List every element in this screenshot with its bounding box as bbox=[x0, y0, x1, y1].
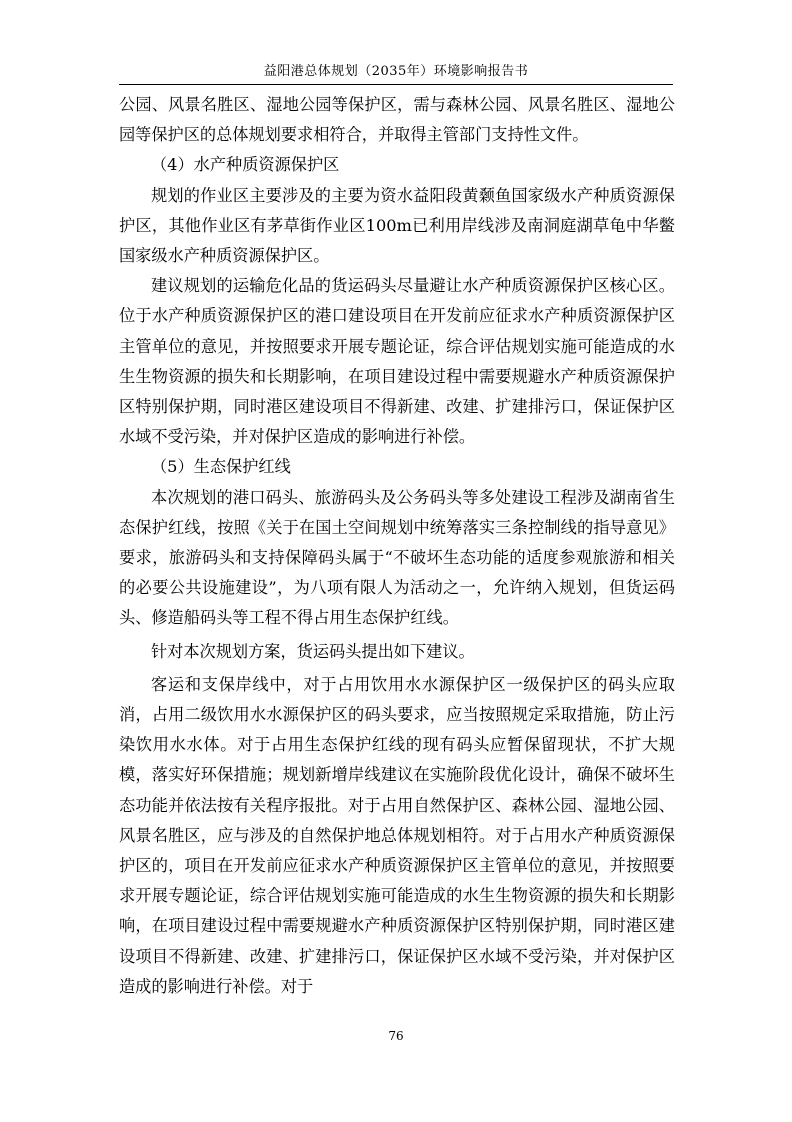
paragraph: 建议规划的运输危化品的货运码头尽量避让水产种质资源保护区核心区。位于水产种质资源保护区的港口建设项目在开发前应征求水产种质资源保护区主管单位的意见，并按照要求开展专题论证，综合评估规划实施可能造成的水生生物资源的损失和长期影响，在项目建设过程中需要规避水产种质资源保护区特别保护期，同时港区建设项目不得新建、改建、扩建排污口，保证保护区水域不受污染，并对保护区造成的影响进行补偿。 bbox=[119, 276, 675, 447]
page-header-title: 益阳港总体规划（2035年）环境影响报告书 bbox=[263, 64, 529, 79]
header-rule bbox=[119, 84, 673, 85]
paragraph: 本次规划的港口码头、旅游码头及公务码头等多处建设工程涉及湖南省生态保护红线，按照《关于在国土空间规划中统筹落实三条控制线的指导意见》要求，旅游码头和支持保障码头属于“不破坏生态功能的适度参观旅游和相关的必要公共设施建设”，为八项有限人为活动之一，允许纳入规划，但货运码头、修造船码头等工程不得占用生态保护红线。 bbox=[119, 487, 675, 628]
paragraph: 针对本次规划方案，货运码头提出如下建议。 bbox=[151, 641, 475, 661]
paragraph-continuation: 公园、风景名胜区、湿地公园等保护区，需与森林公园、风景名胜区、湿地公园等保护区的总体规划要求相符合，并取得主管部门支持性文件。 bbox=[119, 95, 675, 145]
section-heading-ecological-redline: （5）生态保护红线 bbox=[151, 457, 291, 477]
page-number: 76 bbox=[388, 1029, 404, 1043]
body-text bbox=[119, 90, 675, 1002]
paragraph: 客运和支保岸线中，对于占用饮用水水源保护区一级保护区的码头应取消，占用二级饮用水水源保护区的码头要求，应当按照规定采取措施，防止污染饮用水水体。对于占用生态保护红线的现有码头应暂保留现状，不扩大规模，落实好环保措施；规划新增岸线建议在实施阶段优化设计，确保不破坏生态功能并依法按有关程序报批。对于占用自然保护区、森林公园、湿地公园、风景名胜区，应与涉及的自然保护地总体规划相符。对于占用水产种质资源保护区的，项目在开发前应征求水产种质资源保护区主管单位的意见，并按照要求开展专题论证，综合评估规划实施可能造成的水生生物资源的损失和长期影响，在项目建设过程中需要规避水产种质资源保护区特别保护期，同时港区建设项目不得新建、改建、扩建排污口，保证保护区水域不受污染，并对保护区造成的影响进行补偿。对于 bbox=[119, 674, 675, 996]
section-heading-aquatic-reserve: （4）水产种质资源保护区 bbox=[151, 155, 340, 175]
paragraph: 规划的作业区主要涉及的主要为资水益阳段黄颡鱼国家级水产种质资源保护区，其他作业区有茅草街作业区100m已利用岸线涉及南洞庭湖草龟中华鳖国家级水产种质资源保护区。 bbox=[119, 185, 675, 266]
